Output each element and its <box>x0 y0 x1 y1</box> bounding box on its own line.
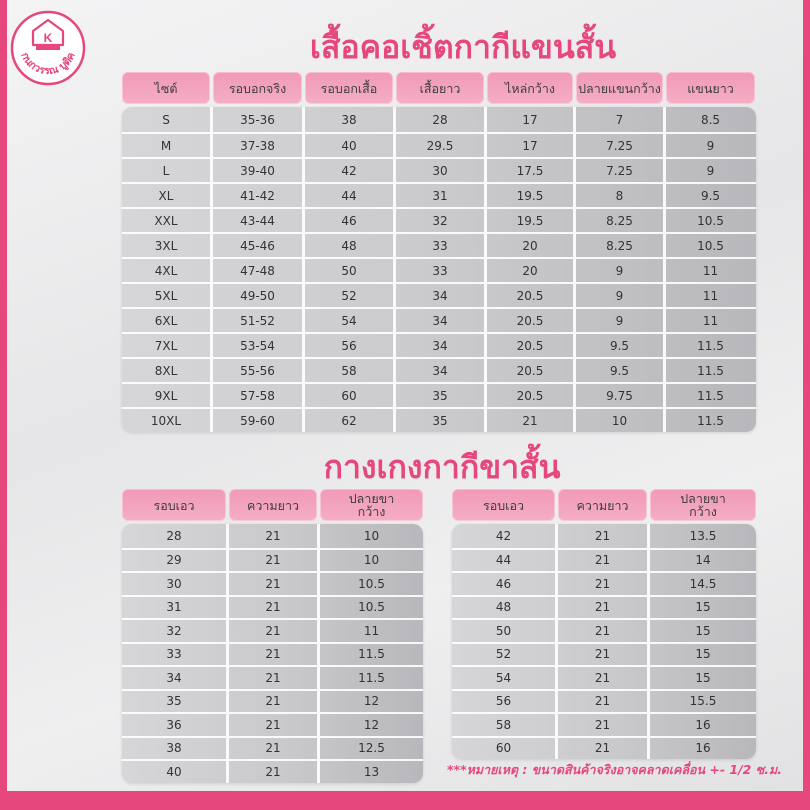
measurement-cell: 20.5 <box>484 384 573 407</box>
measurement-cell: 34 <box>393 284 484 307</box>
measurement-cell: 11.5 <box>663 409 755 432</box>
measurement-cell: 21 <box>555 714 647 736</box>
shirt-table-header <box>122 72 756 104</box>
measurement-cell: 11.5 <box>317 644 423 666</box>
table-row <box>122 595 423 619</box>
measurement-cell: 21 <box>226 691 317 713</box>
measurement-cell: 35 <box>393 409 484 432</box>
measurement-cell: 17.5 <box>484 159 573 182</box>
measurement-cell: 21 <box>555 573 647 595</box>
logo-brand-name: กนกวรรณ บูติค <box>18 50 78 78</box>
measurement-cell: 60 <box>302 384 393 407</box>
measurement-cell: 53-54 <box>210 334 302 357</box>
measurement-cell: 42 <box>302 159 393 182</box>
measurement-cell: 15 <box>647 667 756 689</box>
column-header: รอบเอว <box>122 489 226 521</box>
measurement-cell: 20.5 <box>484 284 573 307</box>
measurement-cell: 9 <box>663 134 755 157</box>
measurement-cell: 21 <box>226 761 317 783</box>
table-row <box>122 157 756 182</box>
measurement-cell: 11 <box>663 309 755 332</box>
shorts-right-table-header <box>452 489 756 521</box>
measurement-cell: 59-60 <box>210 409 302 432</box>
measurement-cell: 9 <box>663 159 755 182</box>
measurement-cell: 20 <box>484 259 573 282</box>
shorts-left-table-body <box>122 524 423 783</box>
column-header: ปลายแขนกว้าง <box>576 72 663 104</box>
measurement-cell: 11 <box>663 284 755 307</box>
size-key-cell: 8XL <box>154 363 178 378</box>
column-header: รอบเอว <box>452 489 555 521</box>
measurement-cell: 43-44 <box>210 209 302 232</box>
table-row <box>452 524 756 548</box>
measurement-cell: 50 <box>302 259 393 282</box>
table-row <box>452 689 756 713</box>
measurement-cell: 11.5 <box>663 384 755 407</box>
size-key-cell: XXL <box>154 213 178 228</box>
size-key-cell: 32 <box>166 623 182 638</box>
measurement-cell: 40 <box>302 134 393 157</box>
size-key-cell: L <box>162 163 170 178</box>
size-key-cell: 9XL <box>154 388 178 403</box>
measurement-cell: 20.5 <box>484 334 573 357</box>
measurement-cell: 20.5 <box>484 359 573 382</box>
column-header: รอบอกเสื้อ <box>305 72 393 104</box>
measurement-cell: 21 <box>226 714 317 736</box>
measurement-cell: 54 <box>302 309 393 332</box>
measurement-cell: 11 <box>663 259 755 282</box>
column-header: เสื้อยาว <box>396 72 484 104</box>
size-key-cell: 60 <box>495 741 512 756</box>
column-header: แขนยาว <box>666 72 755 104</box>
size-key-cell: 52 <box>495 647 512 662</box>
table-row <box>122 332 756 357</box>
measurement-cell: 21 <box>226 550 317 572</box>
measurement-cell: 48 <box>302 234 393 257</box>
table-row <box>122 307 756 332</box>
measurement-cell: 28 <box>393 107 484 132</box>
measurement-cell: 11.5 <box>317 667 423 689</box>
measurement-cell: 33 <box>393 259 484 282</box>
table-row <box>122 759 423 783</box>
measurement-cell: 21 <box>555 667 647 689</box>
measurement-cell: 62 <box>302 409 393 432</box>
measurement-cell: 15 <box>647 644 756 666</box>
measurement-cell: 13 <box>317 761 423 783</box>
measurement-cell: 12 <box>317 691 423 713</box>
size-key-cell: 38 <box>166 741 182 756</box>
measurement-cell: 35 <box>393 384 484 407</box>
table-row <box>122 736 423 760</box>
measurement-cell: 10 <box>317 524 423 548</box>
measurement-cell: 39-40 <box>210 159 302 182</box>
table-row <box>122 665 423 689</box>
measurement-cell: 15 <box>647 620 756 642</box>
size-key-cell: 6XL <box>154 313 178 328</box>
measurement-cell: 16 <box>647 714 756 736</box>
table-row <box>122 382 756 407</box>
measurement-cell: 30 <box>393 159 484 182</box>
measurement-cell: 10.5 <box>317 597 423 619</box>
measurement-cell: 19.5 <box>484 184 573 207</box>
measurement-cell: 8.25 <box>573 234 663 257</box>
shirt-size-table <box>122 72 756 432</box>
measurement-cell: 56 <box>302 334 393 357</box>
measurement-cell: 13.5 <box>647 524 756 548</box>
measurement-cell: 21 <box>555 550 647 572</box>
measurement-cell: 21 <box>555 620 647 642</box>
column-header: ปลายขา กว้าง <box>650 489 756 521</box>
size-key-cell: 30 <box>166 576 182 591</box>
size-key-cell: 33 <box>166 647 182 662</box>
measurement-cell: 16 <box>647 738 756 760</box>
measurement-cell: 9 <box>573 284 663 307</box>
column-header: ไซต์ <box>122 72 210 104</box>
measurement-cell: 32 <box>393 209 484 232</box>
pink-frame-left <box>0 0 7 810</box>
measurement-cell: 21 <box>484 409 573 432</box>
measurement-cell: 9.75 <box>573 384 663 407</box>
size-key-cell: 35 <box>166 694 182 709</box>
size-key-cell: 54 <box>495 670 512 685</box>
size-key-cell: 42 <box>495 528 512 543</box>
measurement-cell: 12.5 <box>317 738 423 760</box>
table-row <box>122 132 756 157</box>
measurement-cell: 9.5 <box>663 184 755 207</box>
pink-frame-right <box>803 0 810 810</box>
measurement-cell: 29.5 <box>393 134 484 157</box>
size-key-cell: 10XL <box>150 413 182 428</box>
size-key-cell: 5XL <box>154 288 178 303</box>
measurement-cell: 21 <box>226 667 317 689</box>
shirt-section-title: เสื้อคอเชิ้ตกากีแขนสั้น <box>309 28 617 66</box>
measurement-cell: 38 <box>302 107 393 132</box>
measurement-cell: 15 <box>647 597 756 619</box>
size-key-cell: 40 <box>166 764 182 779</box>
column-header: ความยาว <box>558 489 647 521</box>
measurement-cell: 37-38 <box>210 134 302 157</box>
table-row <box>452 712 756 736</box>
measurement-cell: 57-58 <box>210 384 302 407</box>
table-row <box>122 548 423 572</box>
measurement-cell: 21 <box>226 524 317 548</box>
table-row <box>122 232 756 257</box>
table-row <box>122 618 423 642</box>
measurement-cell: 21 <box>555 644 647 666</box>
measurement-cell: 49-50 <box>210 284 302 307</box>
size-key-cell: 44 <box>495 553 512 568</box>
measurement-cell: 14.5 <box>647 573 756 595</box>
size-key-cell: 31 <box>166 600 182 615</box>
measurement-cell: 20.5 <box>484 309 573 332</box>
measurement-cell: 41-42 <box>210 184 302 207</box>
measurement-cell: 21 <box>226 620 317 642</box>
measurement-cell: 21 <box>555 691 647 713</box>
table-row <box>122 571 423 595</box>
measurement-cell: 9.5 <box>573 359 663 382</box>
measurement-cell: 46 <box>302 209 393 232</box>
table-row <box>452 736 756 760</box>
measurement-cell: 15.5 <box>647 691 756 713</box>
measurement-cell: 34 <box>393 309 484 332</box>
measurement-cell: 17 <box>484 134 573 157</box>
table-row <box>122 712 423 736</box>
shirt-table-body <box>122 107 756 432</box>
measurement-cell: 12 <box>317 714 423 736</box>
measurement-cell: 8.5 <box>663 107 755 132</box>
measurement-cell: 10.5 <box>663 209 755 232</box>
measurement-cell: 21 <box>555 524 647 548</box>
size-key-cell: 50 <box>495 623 512 638</box>
measurement-cell: 52 <box>302 284 393 307</box>
table-row <box>452 595 756 619</box>
size-key-cell: 3XL <box>154 238 178 253</box>
column-header: ไหล่กว้าง <box>487 72 573 104</box>
size-key-cell: 36 <box>166 717 182 732</box>
size-key-cell: 58 <box>495 717 512 732</box>
measurement-cell: 10 <box>573 409 663 432</box>
brand-logo <box>9 9 87 87</box>
shorts-size-table-right <box>452 489 756 759</box>
pink-frame-bottom <box>0 791 810 810</box>
size-key-cell: 7XL <box>154 338 178 353</box>
size-key-cell: 29 <box>166 553 182 568</box>
measurement-cell: 34 <box>393 359 484 382</box>
table-row <box>452 642 756 666</box>
measurement-cell: 10.5 <box>663 234 755 257</box>
table-row <box>122 207 756 232</box>
table-row <box>122 107 756 132</box>
measurement-cell: 9 <box>573 259 663 282</box>
measurement-cell: 8.25 <box>573 209 663 232</box>
shorts-right-table-body <box>452 524 756 759</box>
logo-letter: K <box>43 31 53 45</box>
table-row <box>452 571 756 595</box>
measurement-cell: 19.5 <box>484 209 573 232</box>
size-note: ***หมายเหตุ : ขนาดสินค้าจริงอาจคลาดเคลื่อน +- 1/2 ซ.ม. <box>447 762 782 777</box>
measurement-cell: 21 <box>555 738 647 760</box>
measurement-cell: 9.5 <box>573 334 663 357</box>
measurement-cell: 21 <box>226 738 317 760</box>
measurement-cell: 44 <box>302 184 393 207</box>
table-row <box>122 407 756 432</box>
measurement-cell: 11 <box>317 620 423 642</box>
table-row <box>452 665 756 689</box>
measurement-cell: 11.5 <box>663 359 755 382</box>
table-row <box>452 548 756 572</box>
brand-logo-graphic <box>9 9 87 87</box>
table-row <box>122 282 756 307</box>
size-key-cell: 34 <box>166 670 182 685</box>
size-key-cell: 28 <box>166 528 182 543</box>
table-row <box>122 182 756 207</box>
measurement-cell: 47-48 <box>210 259 302 282</box>
measurement-cell: 17 <box>484 107 573 132</box>
measurement-cell: 20 <box>484 234 573 257</box>
column-header: ปลายขา กว้าง <box>320 489 423 521</box>
measurement-cell: 21 <box>226 597 317 619</box>
measurement-cell: 51-52 <box>210 309 302 332</box>
measurement-cell: 33 <box>393 234 484 257</box>
size-key-cell: 46 <box>495 576 512 591</box>
shorts-section-title: กางเกงกากีขาสั้น <box>323 448 561 486</box>
measurement-cell: 8 <box>573 184 663 207</box>
table-row <box>122 524 423 548</box>
measurement-cell: 21 <box>226 573 317 595</box>
measurement-cell: 7.25 <box>573 134 663 157</box>
table-row <box>122 257 756 282</box>
table-row <box>122 642 423 666</box>
column-header: ความยาว <box>229 489 317 521</box>
measurement-cell: 11.5 <box>663 334 755 357</box>
measurement-cell: 10.5 <box>317 573 423 595</box>
measurement-cell: 35-36 <box>210 107 302 132</box>
measurement-cell: 58 <box>302 359 393 382</box>
size-key-cell: S <box>162 112 170 127</box>
measurement-cell: 21 <box>226 644 317 666</box>
measurement-cell: 9 <box>573 309 663 332</box>
measurement-cell: 34 <box>393 334 484 357</box>
column-header: รอบอกจริง <box>213 72 302 104</box>
table-row <box>122 357 756 382</box>
measurement-cell: 10 <box>317 550 423 572</box>
measurement-cell: 31 <box>393 184 484 207</box>
size-key-cell: 56 <box>495 694 512 709</box>
size-key-cell: XL <box>158 188 174 203</box>
size-key-cell: M <box>160 138 172 153</box>
measurement-cell: 45-46 <box>210 234 302 257</box>
measurement-cell: 7 <box>573 107 663 132</box>
shorts-size-table-left <box>122 489 423 783</box>
size-key-cell: 48 <box>495 600 512 615</box>
shorts-left-table-header <box>122 489 423 521</box>
measurement-cell: 55-56 <box>210 359 302 382</box>
measurement-cell: 21 <box>555 597 647 619</box>
table-row <box>122 689 423 713</box>
table-row <box>452 618 756 642</box>
size-key-cell: 4XL <box>154 263 178 278</box>
measurement-cell: 7.25 <box>573 159 663 182</box>
measurement-cell: 14 <box>647 550 756 572</box>
